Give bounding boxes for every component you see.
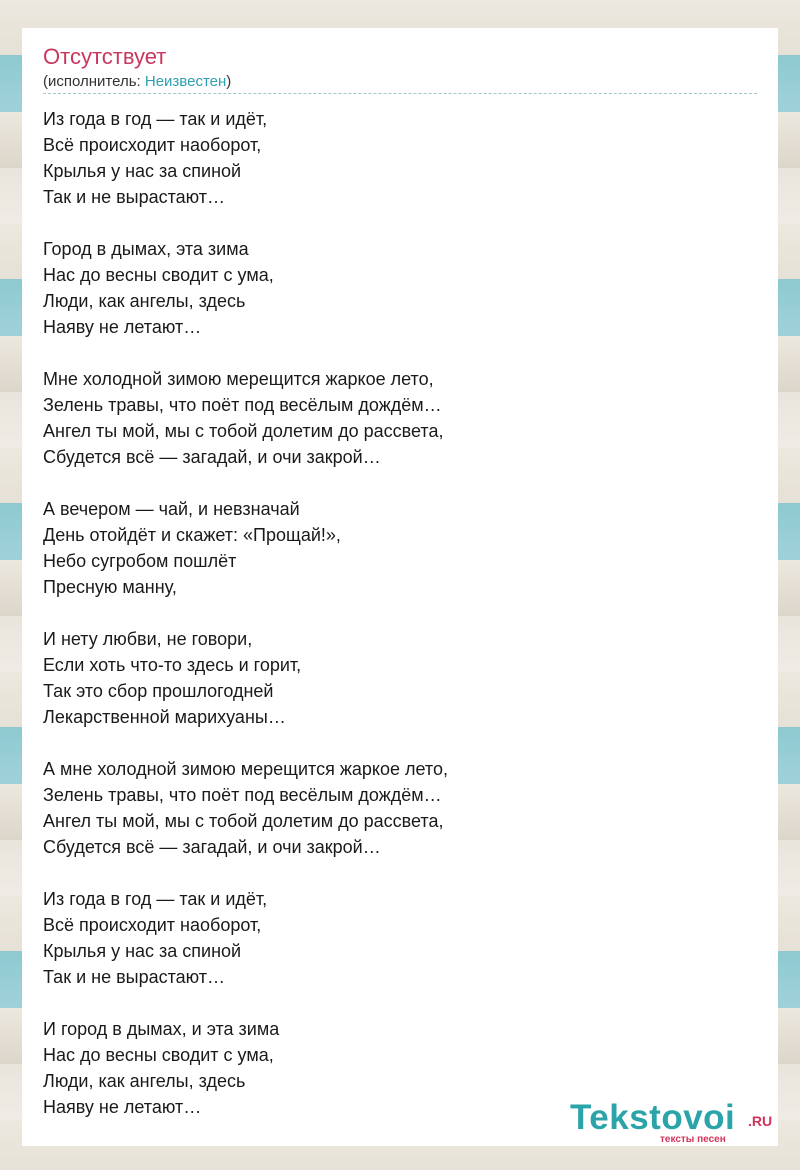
lyrics-line: Так и не вырастают… bbox=[43, 187, 226, 207]
lyrics-line: Наяву не летают… bbox=[43, 317, 202, 337]
lyrics-line: Мне холодной зимою мерещится жаркое лето, bbox=[43, 369, 434, 389]
lyrics-stanza bbox=[43, 496, 763, 600]
song-title: Отсутствует bbox=[43, 44, 167, 69]
lyrics-line: Наяву не летают… bbox=[43, 1097, 202, 1117]
lyrics-line: Из года в год — так и идёт, bbox=[43, 889, 268, 909]
performer-line bbox=[43, 73, 231, 90]
lyrics-line: Нас до весны сводит с ума, bbox=[43, 265, 274, 285]
performer-prefix: (исполнитель: bbox=[43, 73, 145, 90]
lyrics-line: Сбудется всё — загадай, и очи закрой… bbox=[43, 837, 381, 857]
logo-name: Tekstovoi bbox=[570, 1098, 736, 1137]
lyrics-stanza bbox=[43, 756, 763, 860]
lyrics-line: Из года в год — так и идёт, bbox=[43, 109, 268, 129]
lyrics-text bbox=[43, 106, 763, 1146]
lyrics-line: Город в дымах, эта зима bbox=[43, 239, 249, 259]
lyrics-line: И нету любви, не говори, bbox=[43, 629, 253, 649]
lyrics-line: Ангел ты мой, мы с тобой долетим до рассвета, bbox=[43, 811, 444, 831]
performer-link[interactable]: Неизвестен bbox=[144, 73, 227, 90]
lyrics-line: Лекарственной марихуаны… bbox=[43, 707, 286, 727]
lyrics-line: А мне холодной зимою мерещится жаркое лето, bbox=[43, 759, 448, 779]
lyrics-stanza bbox=[43, 366, 763, 470]
lyrics-stanza bbox=[43, 236, 763, 340]
site-logo[interactable] bbox=[570, 1099, 775, 1143]
logo-tagline: тексты песен bbox=[660, 1134, 726, 1145]
lyrics-card bbox=[22, 28, 778, 1146]
lyrics-line: Небо сугробом пошлёт bbox=[43, 551, 237, 571]
logo-tld: .RU bbox=[748, 1113, 773, 1129]
lyrics-stanza bbox=[43, 626, 763, 730]
lyrics-line: Если хоть что-то здесь и горит, bbox=[43, 655, 302, 675]
lyrics-line: Зелень травы, что поёт под весёлым дождём… bbox=[43, 785, 442, 805]
lyrics-line: Нас до весны сводит с ума, bbox=[43, 1045, 274, 1065]
lyrics-line: Крылья у нас за спиной bbox=[43, 941, 242, 961]
lyrics-line: Сбудется всё — загадай, и очи закрой… bbox=[43, 447, 381, 467]
lyrics-line: Ангел ты мой, мы с тобой долетим до рассвета, bbox=[43, 421, 444, 441]
lyrics-line: А вечером — чай, и невзначай bbox=[43, 499, 300, 519]
lyrics-line: Люди, как ангелы, здесь bbox=[43, 1071, 246, 1091]
lyrics-line: Всё происходит наоборот, bbox=[43, 915, 262, 935]
title-divider bbox=[43, 93, 757, 94]
lyrics-line: Пресную манну, bbox=[43, 577, 177, 597]
lyrics-line: Так это сбор прошлогодней bbox=[43, 681, 274, 701]
lyrics-stanza bbox=[43, 886, 763, 990]
lyrics-line: Так и не вырастают… bbox=[43, 967, 226, 987]
lyrics-line: Зелень травы, что поёт под весёлым дождём… bbox=[43, 395, 442, 415]
lyrics-line: И город в дымах, и эта зима bbox=[43, 1019, 280, 1039]
lyrics-line: День отойдёт и скажет: «Прощай!», bbox=[43, 525, 341, 545]
lyrics-line: Всё происходит наоборот, bbox=[43, 135, 262, 155]
lyrics-line: Люди, как ангелы, здесь bbox=[43, 291, 246, 311]
lyrics-line: Крылья у нас за спиной bbox=[43, 161, 242, 181]
performer-suffix: ) bbox=[226, 73, 232, 90]
lyrics-stanza bbox=[43, 106, 763, 210]
